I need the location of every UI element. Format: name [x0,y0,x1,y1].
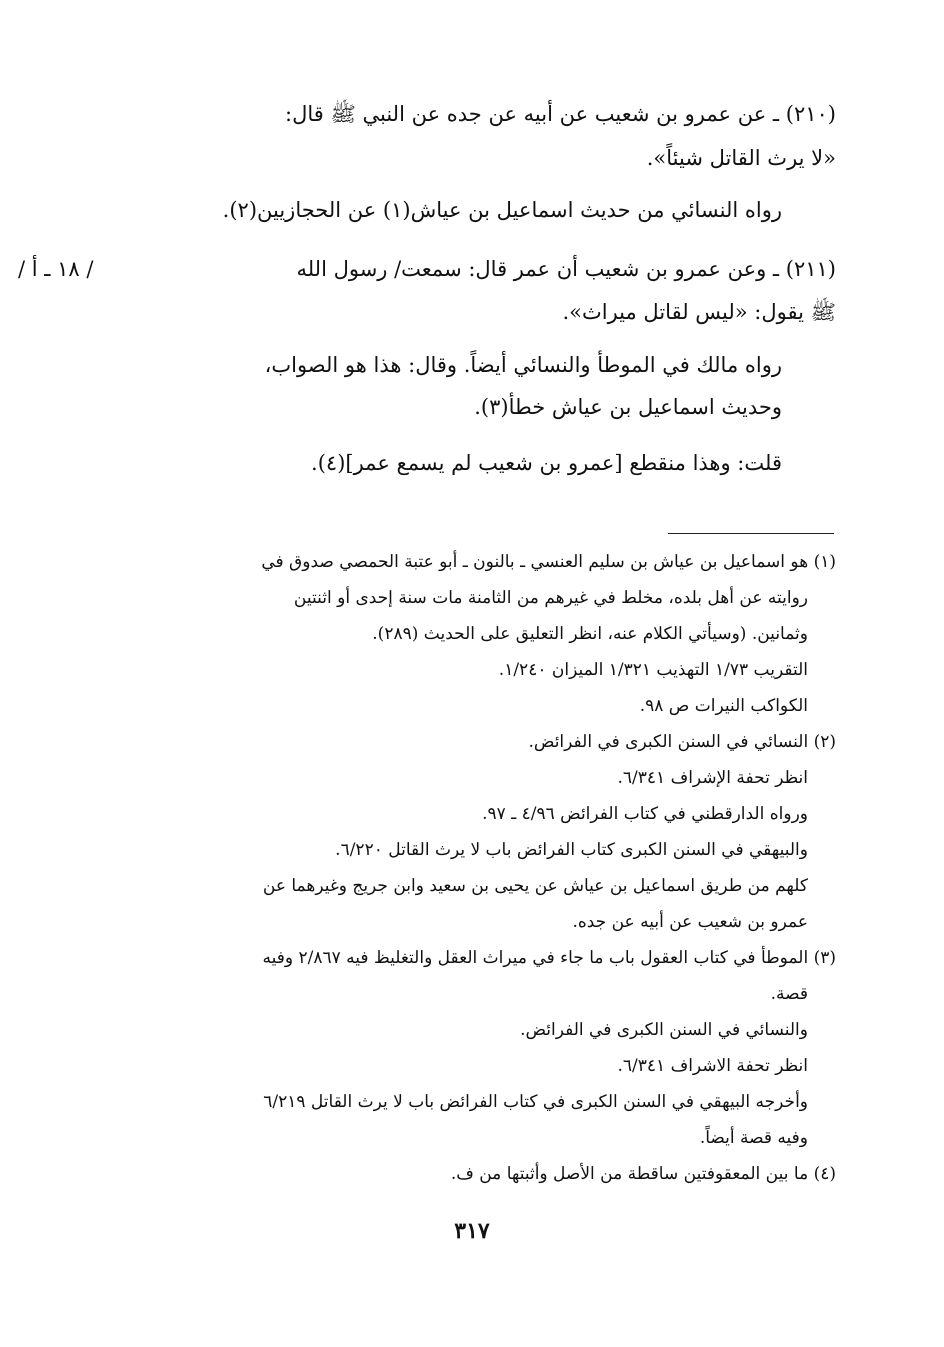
footnote-3-line-3: والنسائي في السنن الكبرى في الفرائض. [520,1020,808,1040]
footnote-1-line-3: وثمانين. (وسيأتي الكلام عنه، انظر التعليق على الحديث (٢٨٩). [372,624,808,644]
footnote-separator [668,533,834,534]
footnote-2-line-1: (٢) النسائي في السنن الكبرى في الفرائض. [528,732,836,752]
footnote-3-line-2: قصة. [770,984,808,1004]
footnote-1-line-4: التقريب ١/٧٣ التهذيب ١/٣٢١ الميزان ١/٢٤٠. [498,660,808,680]
footnote-2-line-3: ورواه الدارقطني في كتاب الفرائض ٤/٩٦ ـ ٩٧. [482,804,808,824]
footnote-3-line-4: انظر تحفة الاشراف ٦/٣٤١. [617,1056,808,1076]
footnote-1-line-5: الكواكب النيرات ص ٩٨. [639,696,808,716]
hadith-211-line-1: (٢١١) ـ وعن عمرو بن شعيب أن عمر قال: سمعت/ رسول الله [296,257,836,281]
hadith-210-narration: رواه النسائي من حديث اسماعيل بن عياش(١) عن الحجازيين(٢). [222,198,782,222]
hadith-210-line-1: (٢١٠) ـ عن عمرو بن شعيب عن أبيه عن جده عن النبي ﷺ قال: [285,102,836,126]
manuscript-folio-marker: / ١٨ ـ أ / [18,257,94,281]
author-comment: قلت: وهذا منقطع [عمرو بن شعيب لم يسمع عمر](٤). [311,451,782,475]
footnote-3-line-1: (٣) الموطأ في كتاب العقول باب ما جاء في ميراث العقل والتغليظ فيه ٢/٨٦٧ وفيه [262,948,836,968]
footnote-2-line-6: عمرو بن شعيب عن أبيه عن جده. [572,912,808,932]
hadith-211-narration-line-1: رواه مالك في الموطأ والنسائي أيضاً. وقال: هذا هو الصواب، [264,353,782,377]
footnote-1-line-2: روايته عن أهل بلده، مخلط في غيرهم من الثامنة مات سنة إحدى أو اثنتين [293,588,808,608]
footnote-3-line-5: وأخرجه البيهقي في السنن الكبرى في كتاب الفرائض باب لا يرث القاتل ٦/٢١٩ [263,1092,808,1112]
hadith-211-narration-line-2: وحديث اسماعيل بن عياش خطأ(٣). [474,395,782,419]
footnote-4-line-1: (٤) ما بين المعقوفتين ساقطة من الأصل وأثبتها من ف. [450,1164,836,1184]
footnote-2-line-5: كلهم من طريق اسماعيل بن عياش عن يحيى بن سعيد وابن جريج وغيرهما عن [262,876,808,896]
footnote-3-line-6: وفيه قصة أيضاً. [699,1128,808,1148]
footnote-2-line-2: انظر تحفة الإشراف ٦/٣٤١. [617,768,808,788]
hadith-210-line-2: «لا يرث القاتل شيئاً». [646,146,836,170]
page-number: ٣١٧ [454,1218,490,1244]
footnote-2-line-4: والبيهقي في السنن الكبرى كتاب الفرائض باب لا يرث القاتل ٦/٢٢٠. [335,840,808,860]
footnote-1-line-1: (١) هو اسماعيل بن عياش بن سليم العنسي ـ بالنون ـ أبو عتبة الحمصي صدوق في [261,552,836,572]
hadith-211-line-2: ﷺ يقول: «ليس لقاتل ميراث». [562,300,836,324]
